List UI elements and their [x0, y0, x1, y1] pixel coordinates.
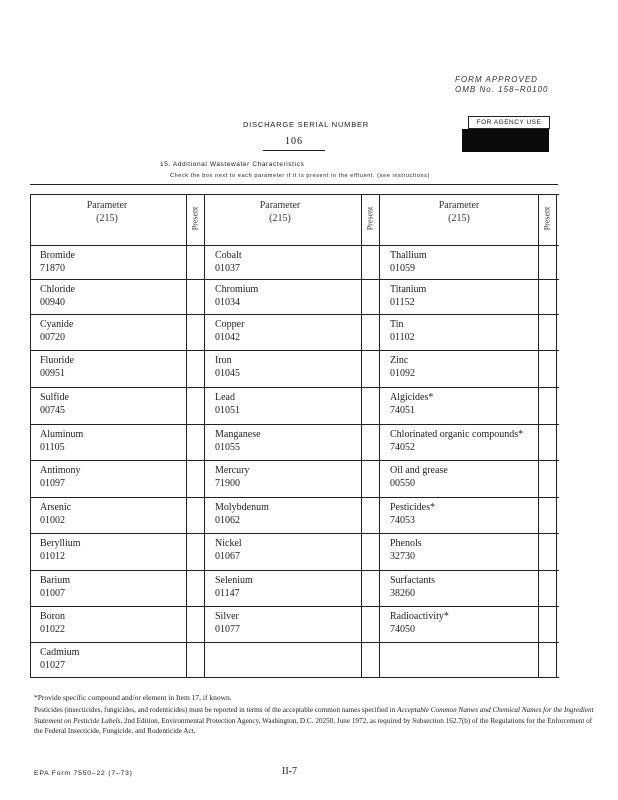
row-divider [30, 497, 559, 498]
present-checkbox[interactable] [362, 461, 379, 497]
footnote-pesticides-text-2: , 2nd Edition, Environmental Protection Agency, Washington, D.C. 20250, June 1972, as required by Subsection 162.7(b) of the Regulations for the Enforcement of the Federal Insecticide, Fungicide, and Rodenticide Act. [34, 716, 593, 735]
present-header-label: Present [542, 206, 552, 230]
page-number: II-7 [282, 766, 297, 777]
row-divider [30, 424, 559, 425]
parameter-name: Molybdenum [215, 502, 269, 513]
parameter-name: Boron [40, 611, 65, 622]
parameter-name: Beryllium [40, 538, 81, 549]
parameter-code: 01062 [215, 514, 240, 526]
parameter-name: Chromium [215, 284, 259, 295]
parameter-name: Manganese [215, 429, 261, 440]
parameter-cell [390, 250, 534, 275]
present-checkbox[interactable] [362, 498, 379, 533]
present-checkbox[interactable] [362, 534, 379, 570]
parameter-header-1 [32, 199, 182, 225]
present-checkbox[interactable] [362, 351, 379, 387]
parameter-cell [215, 429, 357, 454]
parameter-name: Cyanide [40, 319, 74, 330]
parameter-cell [40, 647, 182, 672]
form-id: EPA Form 7550–22 (7–73) [34, 770, 133, 777]
parameter-cell [40, 284, 182, 309]
parameter-code: 01022 [40, 623, 65, 635]
parameter-cell [390, 429, 534, 454]
parameter-code: 01097 [40, 477, 65, 489]
present-checkbox[interactable] [362, 315, 379, 350]
present-checkbox[interactable] [187, 534, 204, 570]
parameter-cell [40, 250, 182, 275]
parameter-name: Radioactivity* [390, 611, 449, 622]
parameter-code: 01055 [215, 441, 240, 453]
parameter-code: 71870 [40, 262, 65, 274]
row-divider [30, 387, 559, 388]
parameter-name: Surfactants [390, 575, 435, 586]
parameter-cell [40, 429, 182, 454]
present-checkbox[interactable] [187, 388, 204, 424]
present-checkbox[interactable] [187, 498, 204, 533]
parameter-name: Selenium [215, 575, 253, 586]
footnote-specific: *Provide specific compound and/or element in Item 17, if known. [34, 693, 232, 702]
row-divider [30, 533, 559, 534]
column-divider [379, 194, 380, 677]
parameter-cell [40, 611, 182, 636]
column-divider [204, 194, 205, 677]
parameter-code: 38260 [390, 587, 415, 599]
parameter-code: 01012 [40, 550, 65, 562]
parameter-name: Titanium [390, 284, 427, 295]
present-header-label: Present [190, 206, 200, 230]
discharge-serial-label: DISCHARGE SERIAL NUMBER [242, 120, 370, 129]
parameter-header-code: (215) [269, 213, 291, 224]
parameter-name: Arsenic [40, 502, 72, 513]
present-checkbox[interactable] [539, 315, 556, 350]
parameter-cell [215, 575, 357, 600]
parameter-cell [390, 575, 534, 600]
present-checkbox[interactable] [539, 498, 556, 533]
parameter-cell [215, 465, 357, 490]
parameter-name: Tin [390, 319, 404, 330]
row-divider [30, 460, 559, 461]
parameter-code: 01037 [215, 262, 240, 274]
parameter-name: Nickel [215, 538, 242, 549]
present-checkbox[interactable] [187, 425, 204, 460]
parameter-code: 01034 [215, 296, 240, 308]
parameter-code: 00951 [40, 367, 65, 379]
form-approved-label: FORM APPROVED [455, 75, 538, 84]
parameter-cell [215, 502, 357, 527]
parameter-name: Cobalt [215, 250, 242, 261]
parameter-cell [390, 611, 534, 636]
present-checkbox[interactable] [362, 643, 379, 677]
present-checkbox[interactable] [362, 607, 379, 642]
footnote-pesticides [34, 705, 594, 737]
parameter-code: 00720 [40, 331, 65, 343]
present-checkbox[interactable] [362, 571, 379, 606]
present-checkbox[interactable] [362, 425, 379, 460]
parameter-name: Cadmium [40, 647, 80, 658]
parameter-code: 01027 [40, 659, 65, 671]
present-checkbox[interactable] [187, 315, 204, 350]
parameter-name: Barium [40, 575, 70, 586]
parameter-cell [40, 502, 182, 527]
table-border-bottom [30, 677, 559, 678]
parameter-header-label: Parameter [86, 200, 128, 211]
parameter-header-2 [205, 199, 355, 225]
parameter-cell [215, 611, 357, 636]
parameter-name: Algicides* [390, 392, 434, 403]
present-checkbox[interactable] [539, 534, 556, 570]
present-header-3 [538, 194, 556, 242]
parameter-code: 01152 [390, 296, 415, 308]
parameter-cell [215, 319, 357, 344]
parameter-cell [40, 538, 182, 563]
parameter-code: 00940 [40, 296, 65, 308]
parameter-code: 74050 [390, 623, 415, 635]
present-checkbox[interactable] [539, 643, 556, 677]
parameter-name: Silver [215, 611, 239, 622]
parameter-cell [390, 284, 534, 309]
table-border-left [30, 194, 31, 677]
present-header-1 [186, 194, 204, 242]
parameter-code: 32730 [390, 550, 415, 562]
parameter-code: 01045 [215, 367, 240, 379]
present-checkbox[interactable] [539, 246, 556, 279]
parameter-name: Iron [215, 355, 232, 366]
parameter-cell [215, 250, 357, 275]
parameter-header-label: Parameter [259, 200, 301, 211]
parameter-cell [40, 319, 182, 344]
present-checkbox[interactable] [539, 461, 556, 497]
row-divider [30, 314, 559, 315]
column-divider [556, 194, 557, 677]
footnote-pesticides-title: Acceptable Common Names and Chemical Names for the Ingredient Statement on Pesticide Labels [34, 706, 594, 725]
parameter-code: 74052 [390, 441, 415, 453]
present-checkbox[interactable] [539, 571, 556, 606]
parameter-name: Antimony [40, 465, 81, 476]
parameter-code: 74051 [390, 404, 415, 416]
parameter-header-label: Parameter [438, 200, 480, 211]
parameter-code: 01007 [40, 587, 65, 599]
parameter-name: Fluoride [40, 355, 74, 366]
agency-use-label: FOR AGENCY USE [468, 116, 550, 129]
present-checkbox[interactable] [187, 571, 204, 606]
parameter-code: 01059 [390, 262, 415, 274]
parameter-name: Zinc [390, 355, 409, 366]
parameter-name: Mercury [215, 465, 250, 476]
parameter-name: Pesticides* [390, 502, 435, 513]
present-checkbox[interactable] [187, 643, 204, 677]
parameter-name: Copper [215, 319, 245, 330]
parameter-header-3 [384, 199, 534, 225]
parameter-cell [390, 392, 534, 417]
row-divider [30, 350, 559, 351]
parameter-code: 01067 [215, 550, 240, 562]
present-checkbox[interactable] [187, 351, 204, 387]
present-checkbox[interactable] [187, 461, 204, 497]
parameter-code: 74053 [390, 514, 415, 526]
row-divider [30, 606, 559, 607]
present-checkbox[interactable] [362, 280, 379, 314]
parameter-name: Aluminum [40, 429, 84, 440]
present-header-2 [361, 194, 379, 242]
parameter-name: Oil and grease [390, 465, 448, 476]
parameter-cell [40, 575, 182, 600]
parameter-cell [40, 465, 182, 490]
parameter-code: 01077 [215, 623, 240, 635]
parameter-code: 01147 [215, 587, 240, 599]
parameter-code: 00745 [40, 404, 65, 416]
row-divider [30, 279, 559, 280]
present-checkbox[interactable] [539, 607, 556, 642]
parameter-cell [215, 284, 357, 309]
present-checkbox[interactable] [187, 246, 204, 279]
parameter-code: 01042 [215, 331, 240, 343]
row-divider [30, 570, 559, 571]
discharge-serial-field[interactable]: 106 [263, 134, 325, 151]
table-border-top [30, 194, 559, 195]
present-checkbox[interactable] [362, 246, 379, 279]
parameter-cell [215, 392, 357, 417]
section-instructions: Check the box next to each parameter if it is present in the effluent. (see instructions) [170, 173, 430, 179]
parameter-code: 01092 [390, 367, 415, 379]
parameter-code: 00550 [390, 477, 415, 489]
present-checkbox[interactable] [539, 351, 556, 387]
parameter-cell [40, 355, 182, 380]
parameter-cell [390, 319, 534, 344]
row-divider [30, 642, 559, 643]
parameter-code: 01051 [215, 404, 240, 416]
parameter-name: Chloride [40, 284, 75, 295]
parameter-cell [40, 392, 182, 417]
parameter-code: 01002 [40, 514, 65, 526]
parameter-header-code: (215) [448, 213, 470, 224]
parameter-code: 01105 [40, 441, 65, 453]
present-checkbox[interactable] [539, 280, 556, 314]
footnote-pesticides-text-1: Pesticides (insecticides, fungicides, and rodenticides) must be reported in terms of the acceptable common names specified in [34, 706, 398, 714]
parameter-cell [215, 538, 357, 563]
present-checkbox[interactable] [187, 280, 204, 314]
omb-number: OMB No. 158–R0100 [455, 85, 549, 94]
parameter-cell [390, 502, 534, 527]
parameter-cell [215, 355, 357, 380]
parameter-code: 71900 [215, 477, 240, 489]
parameter-name: Chlorinated organic compounds* [390, 429, 524, 440]
present-checkbox[interactable] [187, 607, 204, 642]
section-title: 15. Additional Wastewater Characteristics [160, 161, 305, 168]
present-checkbox[interactable] [362, 388, 379, 424]
parameter-name: Thallium [390, 250, 427, 261]
parameter-name: Phenols [390, 538, 422, 549]
parameter-header-code: (215) [96, 213, 118, 224]
present-checkbox[interactable] [539, 425, 556, 460]
parameter-cell [390, 355, 534, 380]
parameter-code: 01102 [390, 331, 415, 343]
row-divider [30, 245, 559, 246]
present-header-label: Present [365, 206, 375, 230]
present-checkbox[interactable] [539, 388, 556, 424]
parameter-name: Sulfide [40, 392, 69, 403]
parameter-cell [390, 465, 534, 490]
parameter-cell [390, 538, 534, 563]
parameter-name: Bromide [40, 250, 75, 261]
parameter-name: Lead [215, 392, 235, 403]
